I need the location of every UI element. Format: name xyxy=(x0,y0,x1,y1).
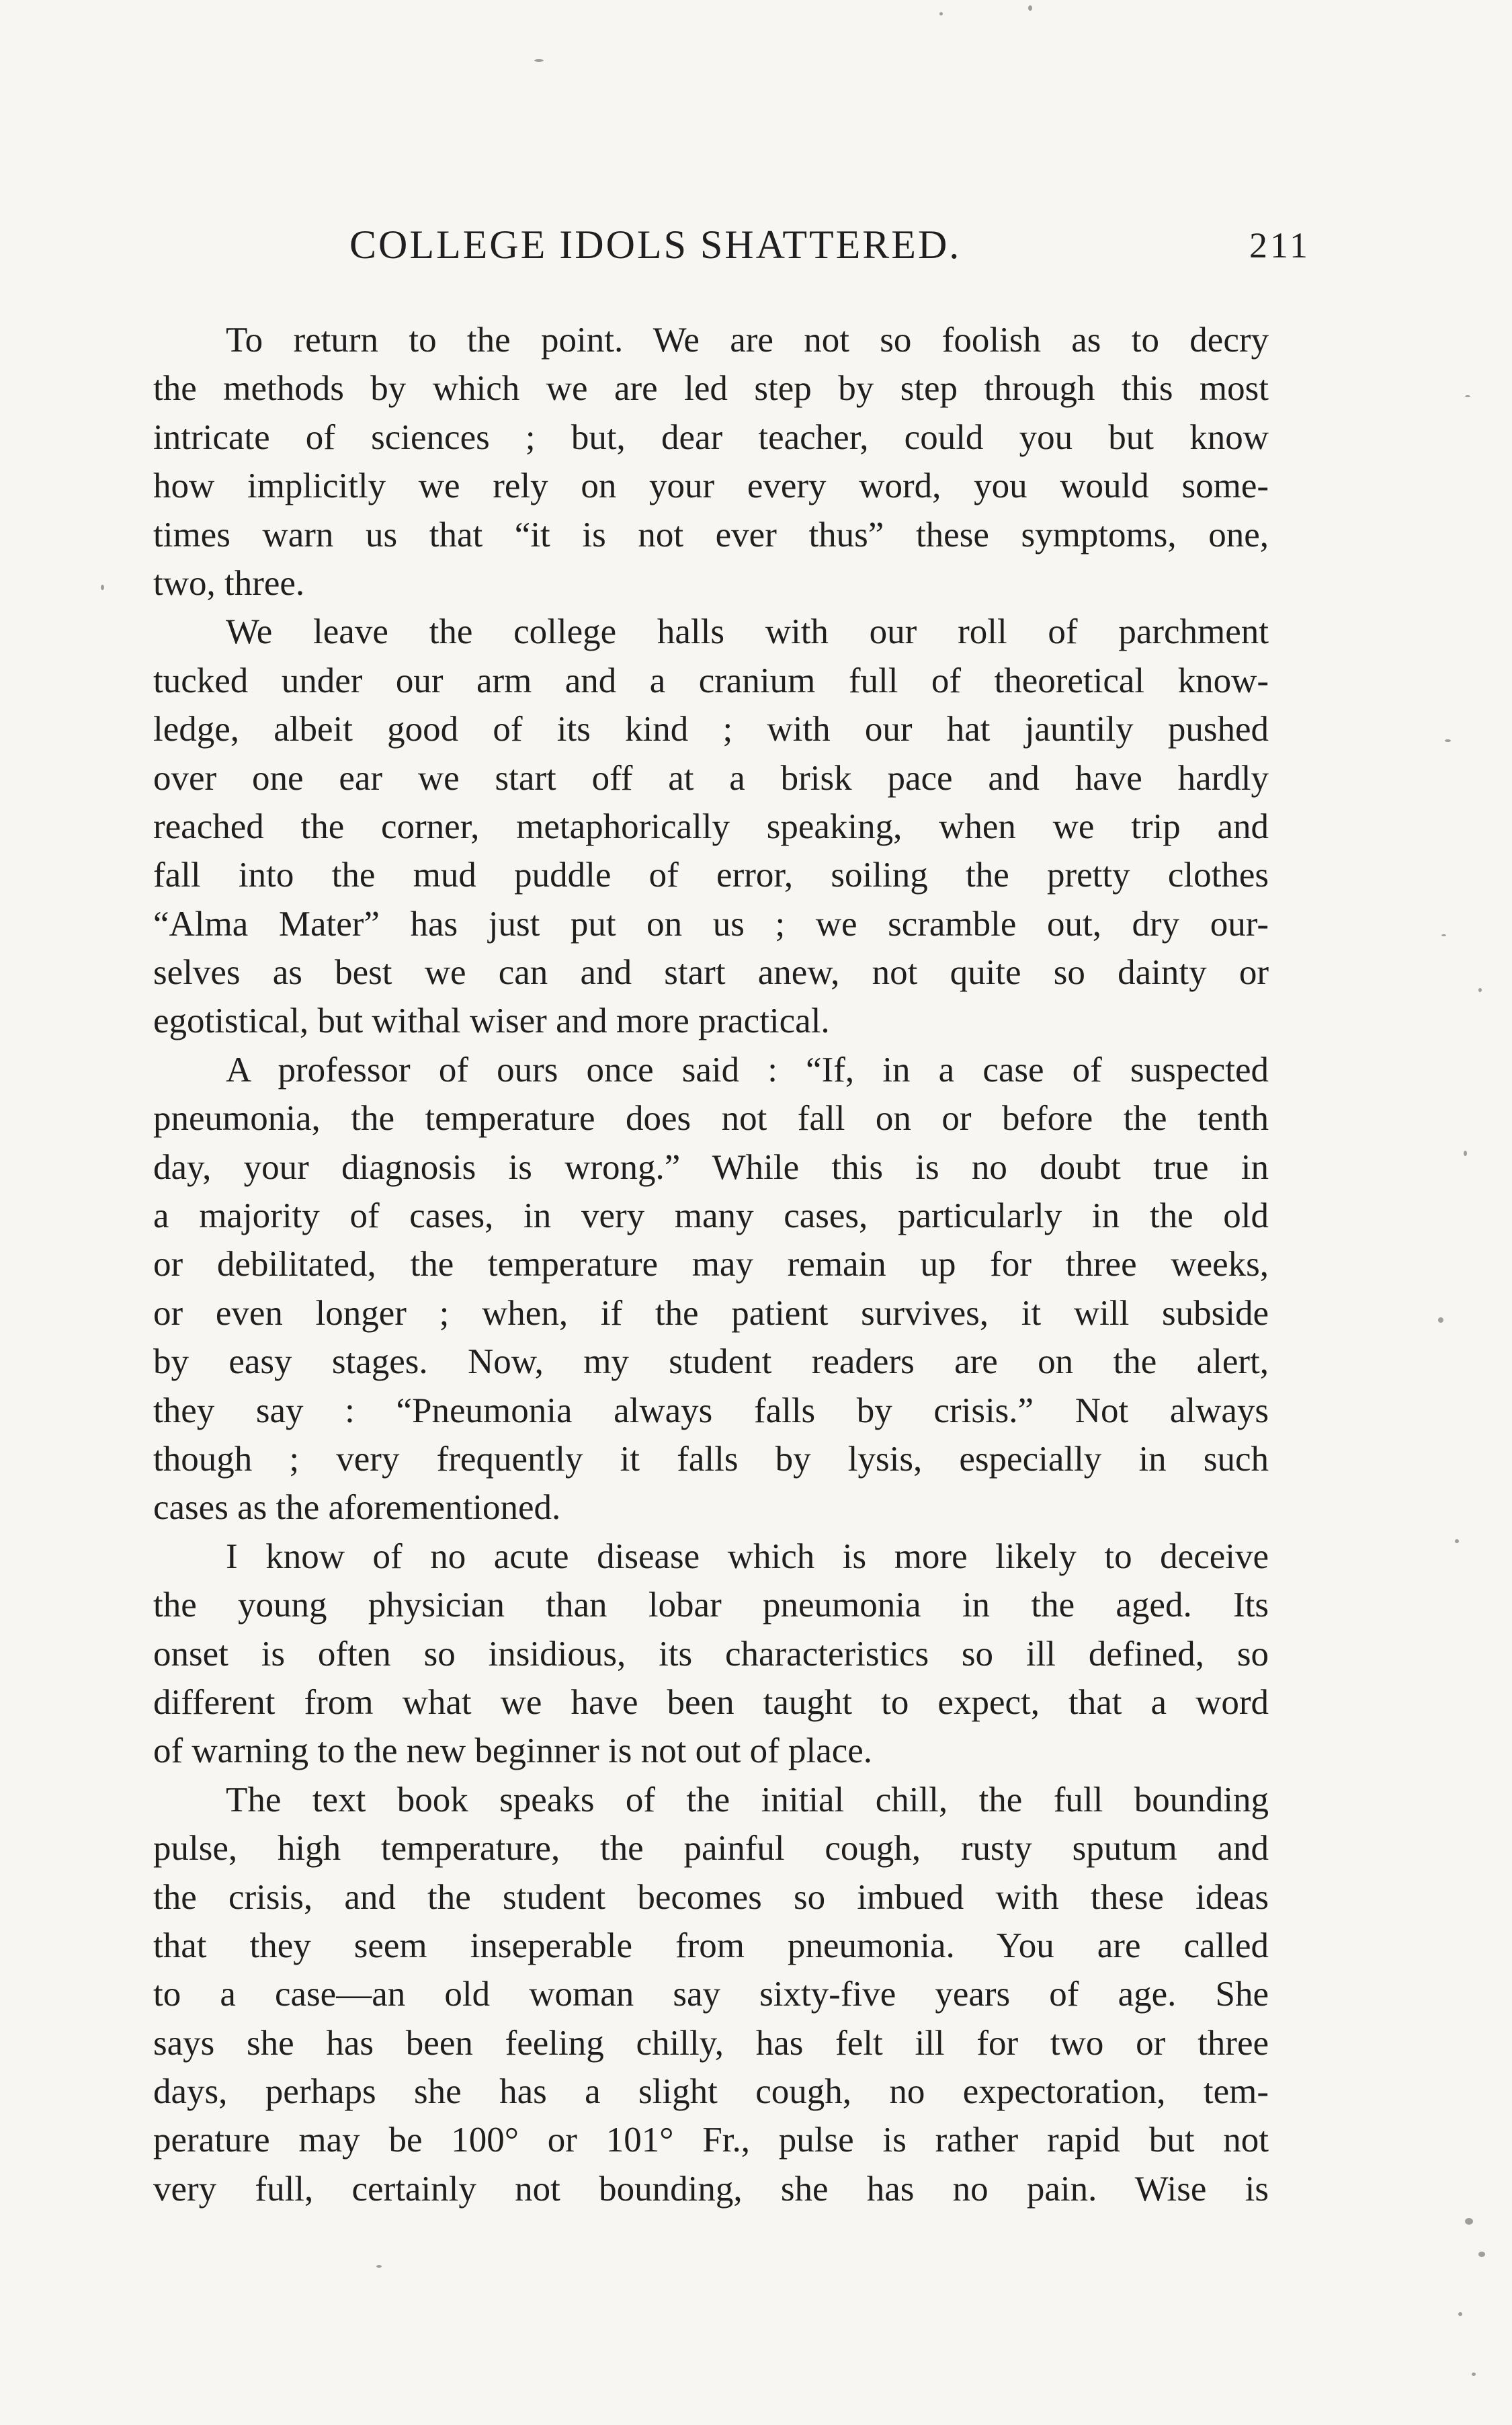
text-line: days, perhaps she has a slight cough, no expectoration, tem- xyxy=(153,2072,1269,2112)
text-line: by easy stages. Now, my student readers are on the alert, xyxy=(153,1342,1269,1382)
text-line: different from what we have been taught to expect, that a word xyxy=(153,1682,1269,1722)
text-line: To return to the point. We are not so foolish as to decry xyxy=(226,321,1269,360)
text-line: of warning to the new beginner is not out of place. xyxy=(153,1731,873,1771)
text-line: egotistical, but withal wiser and more practical. xyxy=(153,1001,830,1041)
text-line: A professor of ours once said : “If, in a case of suspected xyxy=(226,1050,1269,1090)
text-line: onset is often so insidious, its characteristics so ill defined, so xyxy=(153,1634,1269,1674)
scan-speck xyxy=(1438,1317,1443,1323)
text-line: to a case—an old woman say sixty-five years of age. She xyxy=(153,1975,1269,2014)
text-line: the young physician than lobar pneumonia in the aged. Its xyxy=(153,1586,1269,1625)
text-line: selves as best we can and start anew, not quite so dainty or xyxy=(153,953,1269,993)
text-line: intricate of sciences ; but, dear teacher, could you but know xyxy=(153,417,1269,457)
text-line: perature may be 100° or 101° Fr., pulse is rather rapid but not xyxy=(153,2121,1269,2160)
text-line: reached the corner, metaphorically speaking, when we trip and xyxy=(153,807,1269,846)
scan-speck xyxy=(1478,2252,1485,2257)
text-line: a majority of cases, in very many cases, particularly in the old xyxy=(153,1196,1269,1236)
scan-speck xyxy=(1445,739,1451,742)
scan-speck xyxy=(1465,395,1470,397)
text-line: pulse, high temperature, the painful cough, rusty sputum and xyxy=(153,1829,1269,1868)
text-line: that they seem inseperable from pneumonia. You are called xyxy=(153,1926,1269,1965)
text-line: times warn us that “it is not ever thus” these symptoms, one, xyxy=(153,515,1269,554)
scan-speck xyxy=(1441,934,1446,936)
scan-speck xyxy=(1472,2373,1476,2376)
scan-speck xyxy=(1478,988,1482,992)
text-line: fall into the mud puddle of error, soiling the pretty clothes xyxy=(153,856,1269,895)
scan-speck xyxy=(101,585,104,590)
text-line: tucked under our arm and a cranium full of theoretical know- xyxy=(153,661,1269,700)
text-line: or debilitated, the temperature may remain up for three weeks, xyxy=(153,1245,1269,1284)
text-line: cases as the aforementioned. xyxy=(153,1488,561,1528)
scan-speck xyxy=(534,59,544,62)
text-line: the crisis, and the student becomes so imbued with these ideas xyxy=(153,1877,1269,1917)
scan-speck xyxy=(1458,2312,1462,2316)
scan-speck xyxy=(376,2265,382,2268)
running-title: COLLEGE IDOLS SHATTERED. xyxy=(349,222,962,267)
running-head xyxy=(349,222,1310,282)
body-text xyxy=(153,316,1269,2213)
text-line: I know of no acute disease which is more likely to deceive xyxy=(226,1536,1269,1576)
text-line: The text book speaks of the initial chill, the full bounding xyxy=(226,1780,1269,1819)
scan-speck xyxy=(1465,2218,1473,2225)
text-line: very full, certainly not bounding, she has no pain. Wise is xyxy=(153,2169,1269,2209)
scan-speck xyxy=(939,12,943,15)
text-line: though ; very frequently it falls by lysis, especially in such xyxy=(153,1439,1269,1479)
page-number: 211 xyxy=(1249,225,1310,265)
text-line: two, three. xyxy=(153,563,305,603)
text-line: We leave the college halls with our roll of parchment xyxy=(226,612,1269,652)
text-line: “Alma Mater” has just put on us ; we scramble out, dry our- xyxy=(153,904,1269,944)
text-line: over one ear we start off at a brisk pace and have hardly xyxy=(153,758,1269,798)
scan-speck xyxy=(1455,1539,1459,1543)
text-line: or even longer ; when, if the patient survives, it will subside xyxy=(153,1293,1269,1333)
text-line: how implicitly we rely on your every word, you would some- xyxy=(153,466,1269,506)
text-line: ledge, albeit good of its kind ; with our hat jauntily pushed xyxy=(153,710,1269,749)
text-line: says she has been feeling chilly, has felt ill for two or three xyxy=(153,2023,1269,2063)
scan-speck xyxy=(1028,5,1032,11)
text-line: day, your diagnosis is wrong.” While this is no doubt true in xyxy=(153,1147,1269,1187)
text-line: pneumonia, the temperature does not fall on or before the tenth xyxy=(153,1099,1269,1139)
text-line: the methods by which we are led step by step through this most xyxy=(153,369,1269,409)
scan-speck xyxy=(1464,1151,1467,1156)
text-line: they say : “Pneumonia always falls by crisis.” Not always xyxy=(153,1391,1269,1430)
